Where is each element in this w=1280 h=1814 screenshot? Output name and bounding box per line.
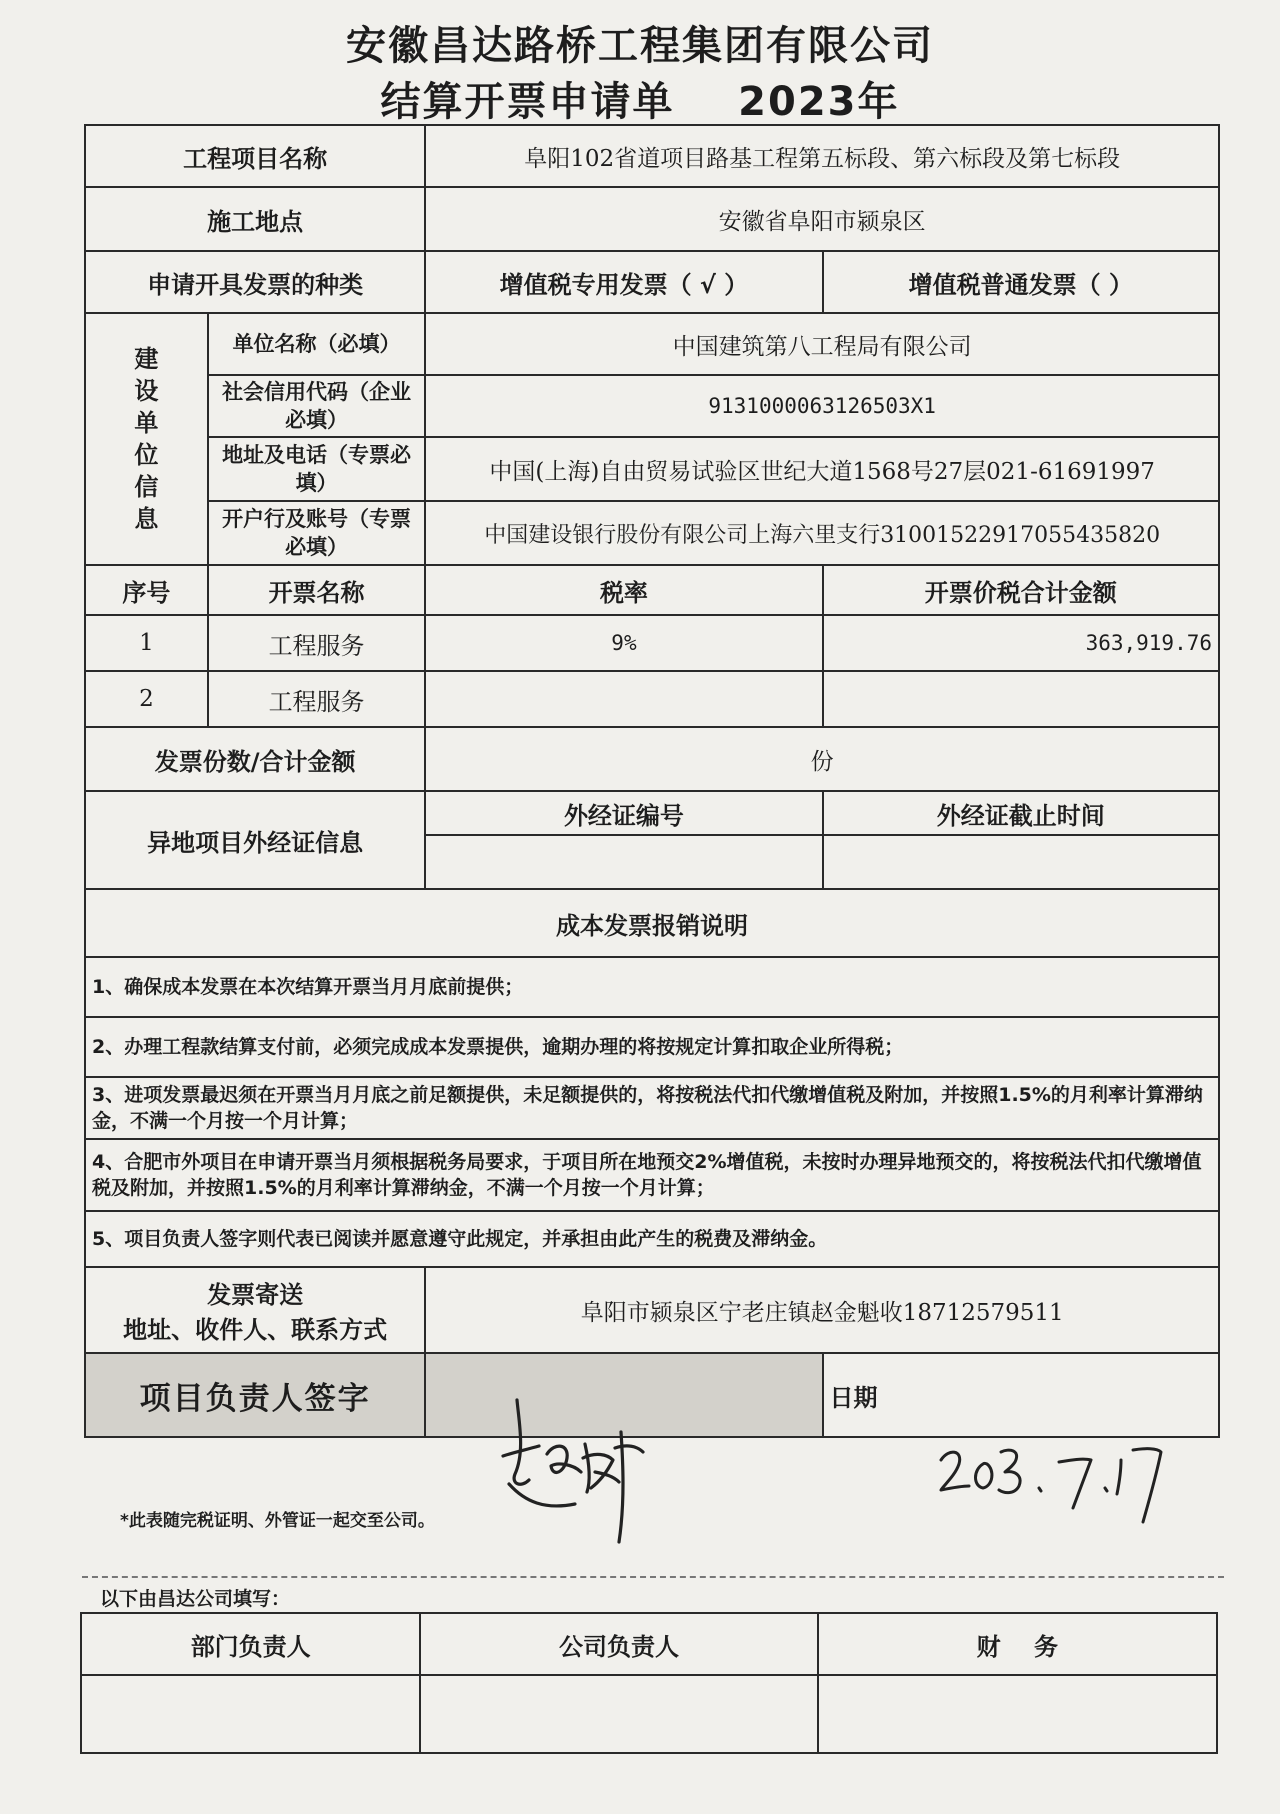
company-head-label: 公司负责人 <box>420 1613 817 1675</box>
section-divider <box>82 1576 1224 1578</box>
row-item-name: 工程服务 <box>208 615 426 671</box>
builder-name-value: 中国建筑第八工程局有限公司 <box>425 313 1219 375</box>
bank-account-label: 开户行及账号（专票必填） <box>208 501 426 565</box>
form-title: 结算开票申请单 2023年 <box>380 79 900 125</box>
handwritten-date <box>935 1430 1165 1540</box>
normal-invoice-option: 增值税普通发票（ ） <box>823 251 1219 313</box>
dept-head-signature <box>81 1675 420 1753</box>
invoice-type-label: 申请开具发票的种类 <box>85 251 425 313</box>
delivery-label-line1: 发票寄送 <box>207 1281 304 1309</box>
footnote: *此表随完税证明、外管证一起交至公司。 <box>120 1511 435 1531</box>
cost-note-3: 3、进项发票最迟须在开票当月月底之前足额提供，未足额提供的，将按税法代扣代缴增值税及附加，并按照1.5%的月利率计算滞纳金，不满一个月按一个月计算； <box>85 1077 1219 1139</box>
no-header: 序号 <box>85 565 208 615</box>
credit-code-value: 9131000063126503X1 <box>425 375 1219 437</box>
delivery-label-line2: 地址、收件人、联系方式 <box>123 1316 388 1344</box>
date-label: 日期 <box>829 1383 878 1412</box>
permit-deadline-label: 外经证截止时间 <box>823 791 1219 835</box>
company-head-signature <box>420 1675 817 1753</box>
permit-number-label: 外经证编号 <box>425 791 822 835</box>
row-amount <box>823 671 1219 727</box>
location-value: 安徽省阜阳市颍泉区 <box>425 187 1219 251</box>
row-no: 2 <box>85 671 208 727</box>
row-tax-rate: 9% <box>425 615 822 671</box>
invoice-count-unit: 份 <box>425 727 1219 791</box>
cost-note-5: 5、项目负责人签字则代表已阅读并愿意遵守此规定，并承担由此产生的税费及滞纳金。 <box>85 1211 1219 1267</box>
row-no: 1 <box>85 615 208 671</box>
delivery-value: 阜阳市颍泉区宁老庄镇赵金魁收18712579511 <box>425 1267 1219 1353</box>
address-phone-label: 地址及电话（专票必填） <box>208 437 426 501</box>
project-name-value: 阜阳102省道项目路基工程第五标段、第六标段及第七标段 <box>425 125 1219 187</box>
table-row <box>85 615 1219 671</box>
builder-group-label: 建设单位信息 <box>85 313 208 565</box>
delivery-label <box>85 1267 425 1353</box>
totals-label: 发票份数/合计金额 <box>85 727 425 791</box>
special-invoice-option: 增值税专用发票（ √ ） <box>425 251 822 313</box>
item-name-header: 开票名称 <box>208 565 426 615</box>
signature-mark <box>495 1392 675 1552</box>
bank-account-value: 中国建设银行股份有限公司上海六里支行31001522917055435820 <box>425 501 1219 565</box>
cost-note-4: 4、合肥市外项目在申请开票当月须根据税务局要求，于项目所在地预交2%增值税，未按时办理异地预交的，将按税法代扣代缴增值税及附加，并按照1.5%的月利率计算滞纳金，不满一个月按一个月计算； <box>85 1139 1219 1211</box>
finance-signature <box>818 1675 1217 1753</box>
amount-header: 开票价税合计金额 <box>823 565 1219 615</box>
permit-deadline-value <box>823 835 1219 889</box>
credit-code-label: 社会信用代码（企业必填） <box>208 375 426 437</box>
row-amount: 363,919.76 <box>823 615 1219 671</box>
tax-rate-header: 税率 <box>425 565 822 615</box>
row-tax-rate <box>425 671 822 727</box>
date-field <box>823 1353 1219 1437</box>
location-label: 施工地点 <box>85 187 425 251</box>
permit-label: 异地项目外经证信息 <box>85 791 425 889</box>
cost-note-2: 2、办理工程款结算支付前，必须完成成本发票提供，逾期办理的将按规定计算扣取企业所得税； <box>85 1017 1219 1077</box>
permit-number-value <box>425 835 822 889</box>
address-phone-value: 中国(上海)自由贸易试验区世纪大道1568号27层021-61691997 <box>425 437 1219 501</box>
company-approval-table <box>80 1612 1218 1754</box>
table-row <box>85 671 1219 727</box>
finance-label: 财 务 <box>818 1613 1217 1675</box>
company-section-title: 以下由昌达公司填写： <box>100 1588 291 1610</box>
builder-name-label: 单位名称（必填） <box>208 313 426 375</box>
company-title: 安徽昌达路桥工程集团有限公司 <box>346 23 934 69</box>
project-name-label: 工程项目名称 <box>85 125 425 187</box>
cost-notes-title: 成本发票报销说明 <box>85 889 1219 957</box>
row-item-name: 工程服务 <box>208 671 426 727</box>
dept-head-label: 部门负责人 <box>81 1613 420 1675</box>
application-form <box>84 124 1220 1438</box>
signature-label: 项目负责人签字 <box>85 1353 425 1437</box>
cost-note-1: 1、确保成本发票在本次结算开票当月月底前提供； <box>85 957 1219 1017</box>
